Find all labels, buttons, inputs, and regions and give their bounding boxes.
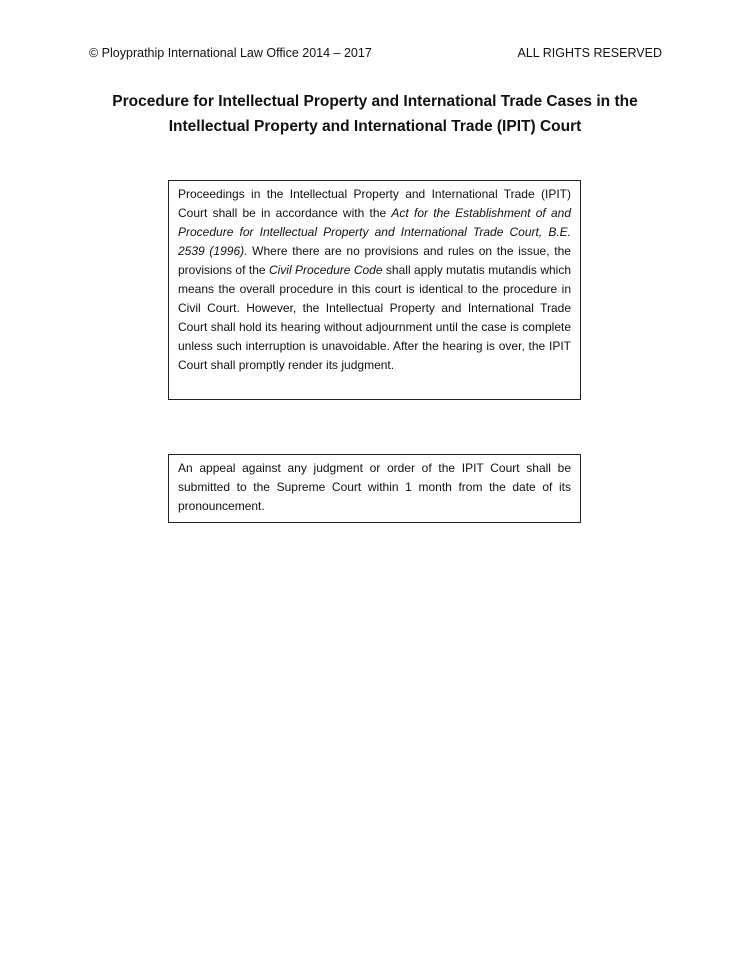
act-title: Act for the Establishment of and Procedure for Intellectual Property and International Trade Court, B.E. 2539 (1996).	[178, 206, 572, 258]
title-line-1: Procedure for Intellectual Property and International Trade Cases in the	[112, 93, 638, 110]
page-title	[90, 89, 660, 139]
appeal-paragraph: An appeal against any judgment or order of the IPIT Court shall be submitted to the Supreme Court within 1 month from the date of its pronouncement.	[178, 461, 571, 513]
appeal-box	[168, 454, 581, 523]
civil-procedure-code-title: Civil Procedure Code	[268, 263, 383, 277]
rights-notice: ALL RIGHTS RESERVED	[517, 46, 662, 60]
page-header	[89, 44, 662, 62]
proceedings-box	[168, 180, 581, 400]
title-line-2: Intellectual Property and International Trade (IPIT) Court	[168, 118, 582, 135]
copyright-notice: © Ployprathip International Law Office 2014 – 2017	[89, 46, 372, 60]
proceedings-text-1: Proceedings in the Intellectual Property and International Trade (IPIT) Court shall be in accordance with the	[178, 187, 571, 220]
proceedings-text-3: shall apply mutatis mutandis which means the overall procedure in this court is identical to the procedure in Civil Court. However, the Intellectual Property and International Trade Court shall hold its hearing without adjournment until the case is complete unless such interruption is unavoidable. After the hearing is over, the IPIT Court shall promptly render its judgment.	[178, 263, 572, 372]
proceedings-text-2: Where there are no provisions and rules on the issue, the provisions of the	[178, 244, 571, 277]
proceedings-paragraph	[178, 185, 571, 375]
